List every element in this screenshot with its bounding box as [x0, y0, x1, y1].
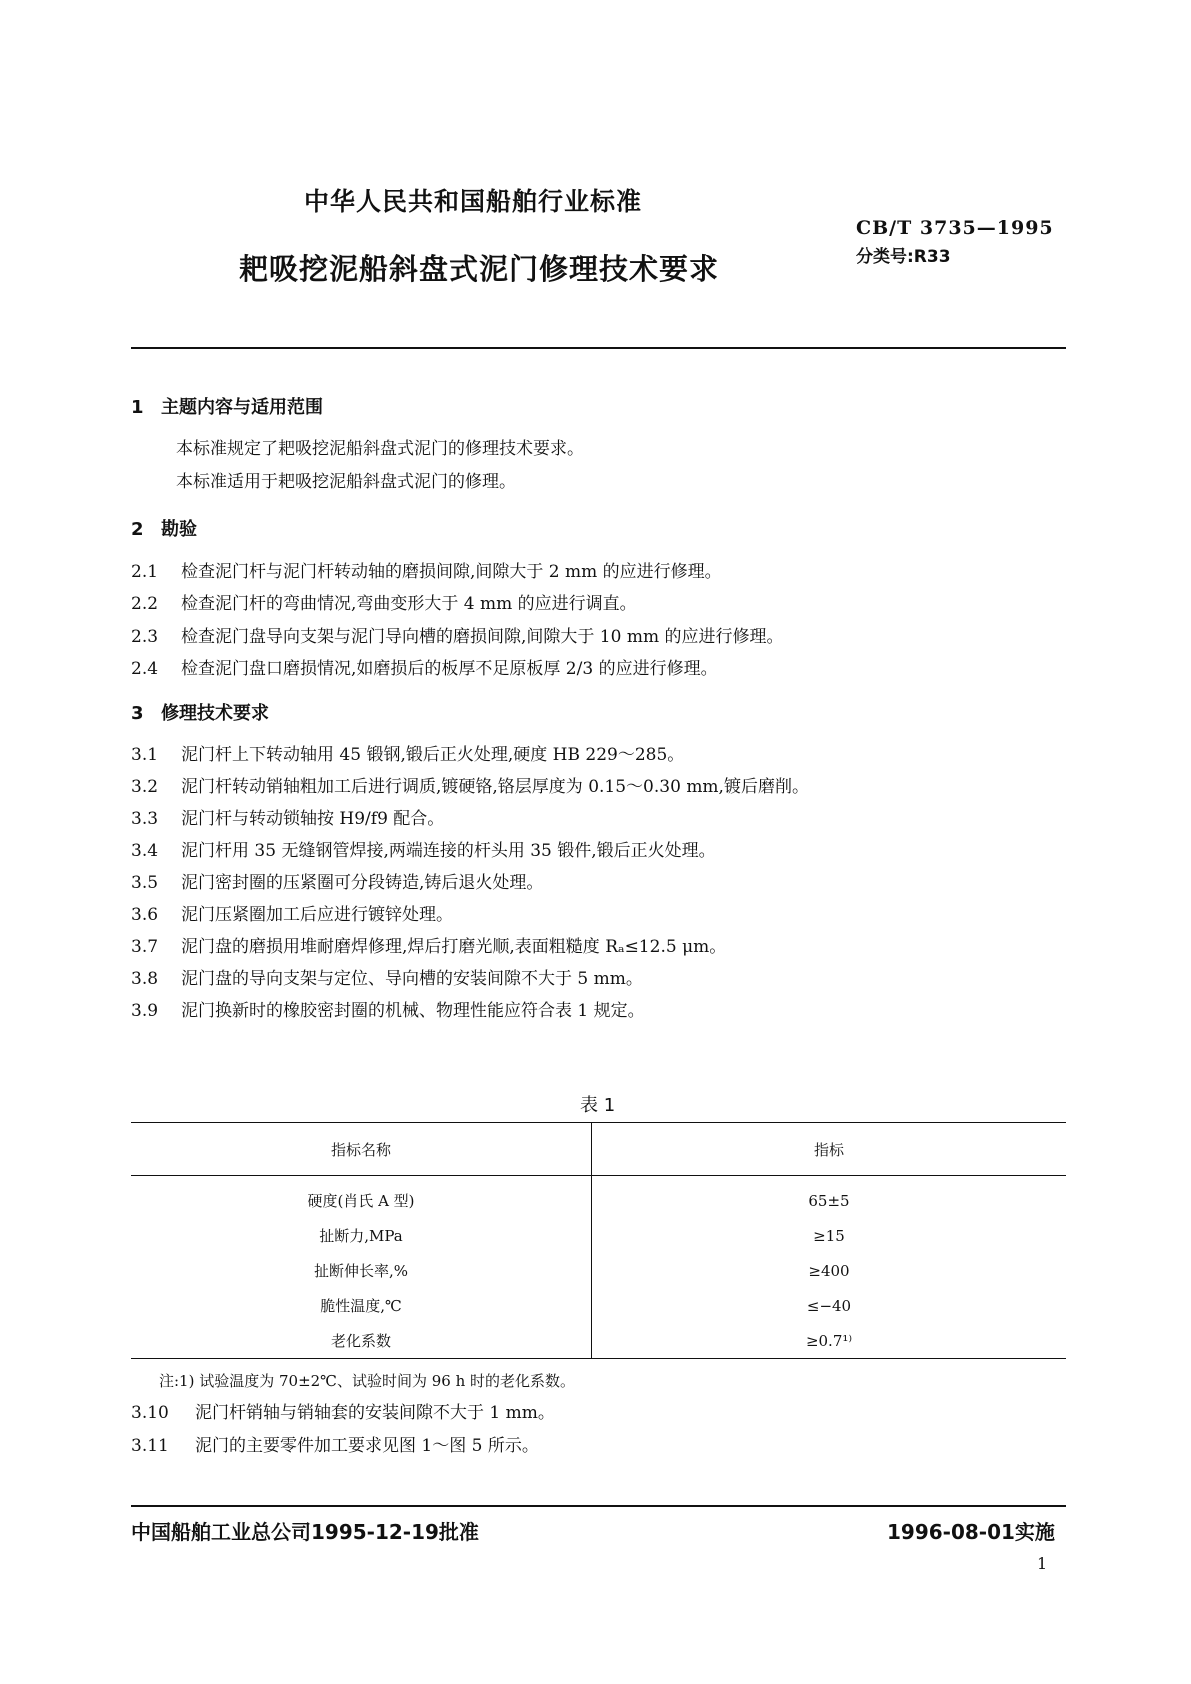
- table-note: 注:1) 试验温度为 70±2℃、试验时间为 96 h 时的老化系数。: [159, 1372, 576, 1390]
- clause-text: 检查泥门杆与泥门杆转动轴的磨损间隙,间隙大于 2 mm 的应进行修理。: [181, 562, 722, 582]
- clause-number: 3.8: [131, 969, 159, 989]
- section-number: 1: [131, 397, 144, 418]
- table-header-value: 指标: [592, 1123, 1067, 1176]
- clause-number: 2.3: [131, 627, 159, 647]
- clause-3-10: [131, 1398, 555, 1423]
- clause-text: 泥门杆转动销轴粗加工后进行调质,镀硬铬,铬层厚度为 0.15～0.30 mm,镀后磨削。: [181, 777, 809, 797]
- table-cell-name: 扯断伸长率,%: [131, 1253, 592, 1288]
- clause-3-4: [131, 836, 716, 861]
- clause-text: 泥门杆销轴与销轴套的安装间隙不大于 1 mm。: [195, 1403, 555, 1423]
- clause-number: 3.5: [131, 873, 159, 893]
- clause-number: 3.9: [131, 1001, 159, 1021]
- footer-rule: [131, 1505, 1066, 1507]
- clause-number: 2.2: [131, 594, 159, 614]
- table-cell-name: 扯断力,MPa: [131, 1218, 592, 1253]
- clause-3-3: [131, 804, 444, 829]
- table-row: [131, 1323, 1066, 1359]
- section-number: 2: [131, 519, 144, 540]
- table-cell-value: ≥0.7¹⁾: [805, 1331, 853, 1350]
- table-header-name: 指标名称: [131, 1123, 592, 1176]
- section-1-heading: [131, 393, 323, 419]
- clause-text: 泥门的主要零件加工要求见图 1～图 5 所示。: [195, 1436, 539, 1456]
- table-cell-name: 老化系数: [131, 1323, 592, 1359]
- table-cell-value: 65±5: [808, 1191, 850, 1210]
- clause-number: 3.4: [131, 841, 159, 861]
- table-cell-value: ≥400: [808, 1261, 850, 1280]
- table-cell-value: ≥15: [813, 1226, 845, 1245]
- clause-3-8: [131, 964, 643, 989]
- clause-text: 泥门盘的导向支架与定位、导向槽的安装间隙不大于 5 mm。: [181, 969, 643, 989]
- section-3-heading: [131, 699, 269, 725]
- header-rule: [131, 347, 1066, 349]
- clause-3-6: [131, 900, 453, 925]
- table-row: [131, 1176, 1066, 1219]
- table-caption: 表 1: [580, 1095, 616, 1116]
- table-header-row: [131, 1123, 1066, 1176]
- paragraph: 本标准规定了耙吸挖泥船斜盘式泥门的修理技术要求。: [176, 439, 584, 459]
- clause-text: 泥门杆用 35 无缝钢管焊接,两端连接的杆头用 35 锻件,锻后正火处理。: [181, 841, 716, 861]
- clause-number: 3.7: [131, 937, 159, 957]
- table-row: [131, 1218, 1066, 1253]
- clause-text: 检查泥门盘导向支架与泥门导向槽的磨损间隙,间隙大于 10 mm 的应进行修理。: [181, 627, 784, 647]
- table-cell-name: 硬度(肖氏 A 型): [131, 1176, 592, 1219]
- section-title: 修理技术要求: [161, 703, 269, 724]
- clause-number: 3.11: [131, 1436, 169, 1456]
- clause-text: 检查泥门杆的弯曲情况,弯曲变形大于 4 mm 的应进行调直。: [181, 594, 637, 614]
- clause-3-5: [131, 868, 543, 893]
- clause-text: 检查泥门盘口磨损情况,如磨损后的板厚不足原板厚 2/3 的应进行修理。: [181, 659, 718, 679]
- clause-text: 泥门盘的磨损用堆耐磨焊修理,焊后打磨光顺,表面粗糙度 Rₐ≤12.5 μm。: [181, 937, 727, 957]
- clause-text: 泥门密封圈的压紧圈可分段铸造,铸后退火处理。: [181, 873, 544, 893]
- paragraph: 本标准适用于耙吸挖泥船斜盘式泥门的修理。: [176, 472, 516, 492]
- document-title: 耙吸挖泥船斜盘式泥门修理技术要求: [239, 252, 720, 286]
- table-cell-value: ≤−40: [806, 1296, 852, 1315]
- clause-2-4: [131, 654, 718, 679]
- clause-number: 3.1: [131, 745, 159, 765]
- clause-text: 泥门杆上下转动轴用 45 锻钢,锻后正火处理,硬度 HB 229～285。: [181, 745, 685, 765]
- clause-number: 3.6: [131, 905, 159, 925]
- table-cell-name: 脆性温度,℃: [131, 1288, 592, 1323]
- clause-3-11: [131, 1431, 539, 1456]
- classification-code: 分类号:R33: [856, 247, 951, 267]
- clause-number: 3.10: [131, 1403, 169, 1423]
- standard-code: CB/T 3735—1995: [856, 217, 1054, 239]
- header-org: 中华人民共和国船舶行业标准: [304, 187, 643, 216]
- clause-3-2: [131, 772, 809, 797]
- clause-number: 2.4: [131, 659, 159, 679]
- clause-3-1: [131, 740, 684, 765]
- section-2-heading: [131, 515, 197, 541]
- section-title: 主题内容与适用范围: [161, 397, 323, 418]
- clause-number: 3.3: [131, 809, 159, 829]
- clause-number: 2.1: [131, 562, 159, 582]
- section-title: 勘验: [161, 519, 197, 540]
- section-number: 3: [131, 703, 144, 724]
- clause-text: 泥门压紧圈加工后应进行镀锌处理。: [181, 905, 453, 925]
- approval-line: 中国船舶工业总公司1995-12-19批准: [131, 1520, 479, 1544]
- clause-2-3: [131, 622, 784, 647]
- effective-date: 1996-08-01实施: [887, 1520, 1055, 1544]
- clause-3-7: [131, 932, 726, 957]
- page-number: 1: [1037, 1554, 1048, 1573]
- table-row: [131, 1253, 1066, 1288]
- table-row: [131, 1288, 1066, 1323]
- spec-table: [131, 1122, 1066, 1359]
- clause-2-2: [131, 589, 637, 614]
- clause-2-1: [131, 557, 722, 582]
- clause-text: 泥门换新时的橡胶密封圈的机械、物理性能应符合表 1 规定。: [181, 1001, 645, 1021]
- clause-text: 泥门杆与转动锁轴按 H9/f9 配合。: [181, 809, 445, 829]
- clause-3-9: [131, 996, 645, 1021]
- clause-number: 3.2: [131, 777, 159, 797]
